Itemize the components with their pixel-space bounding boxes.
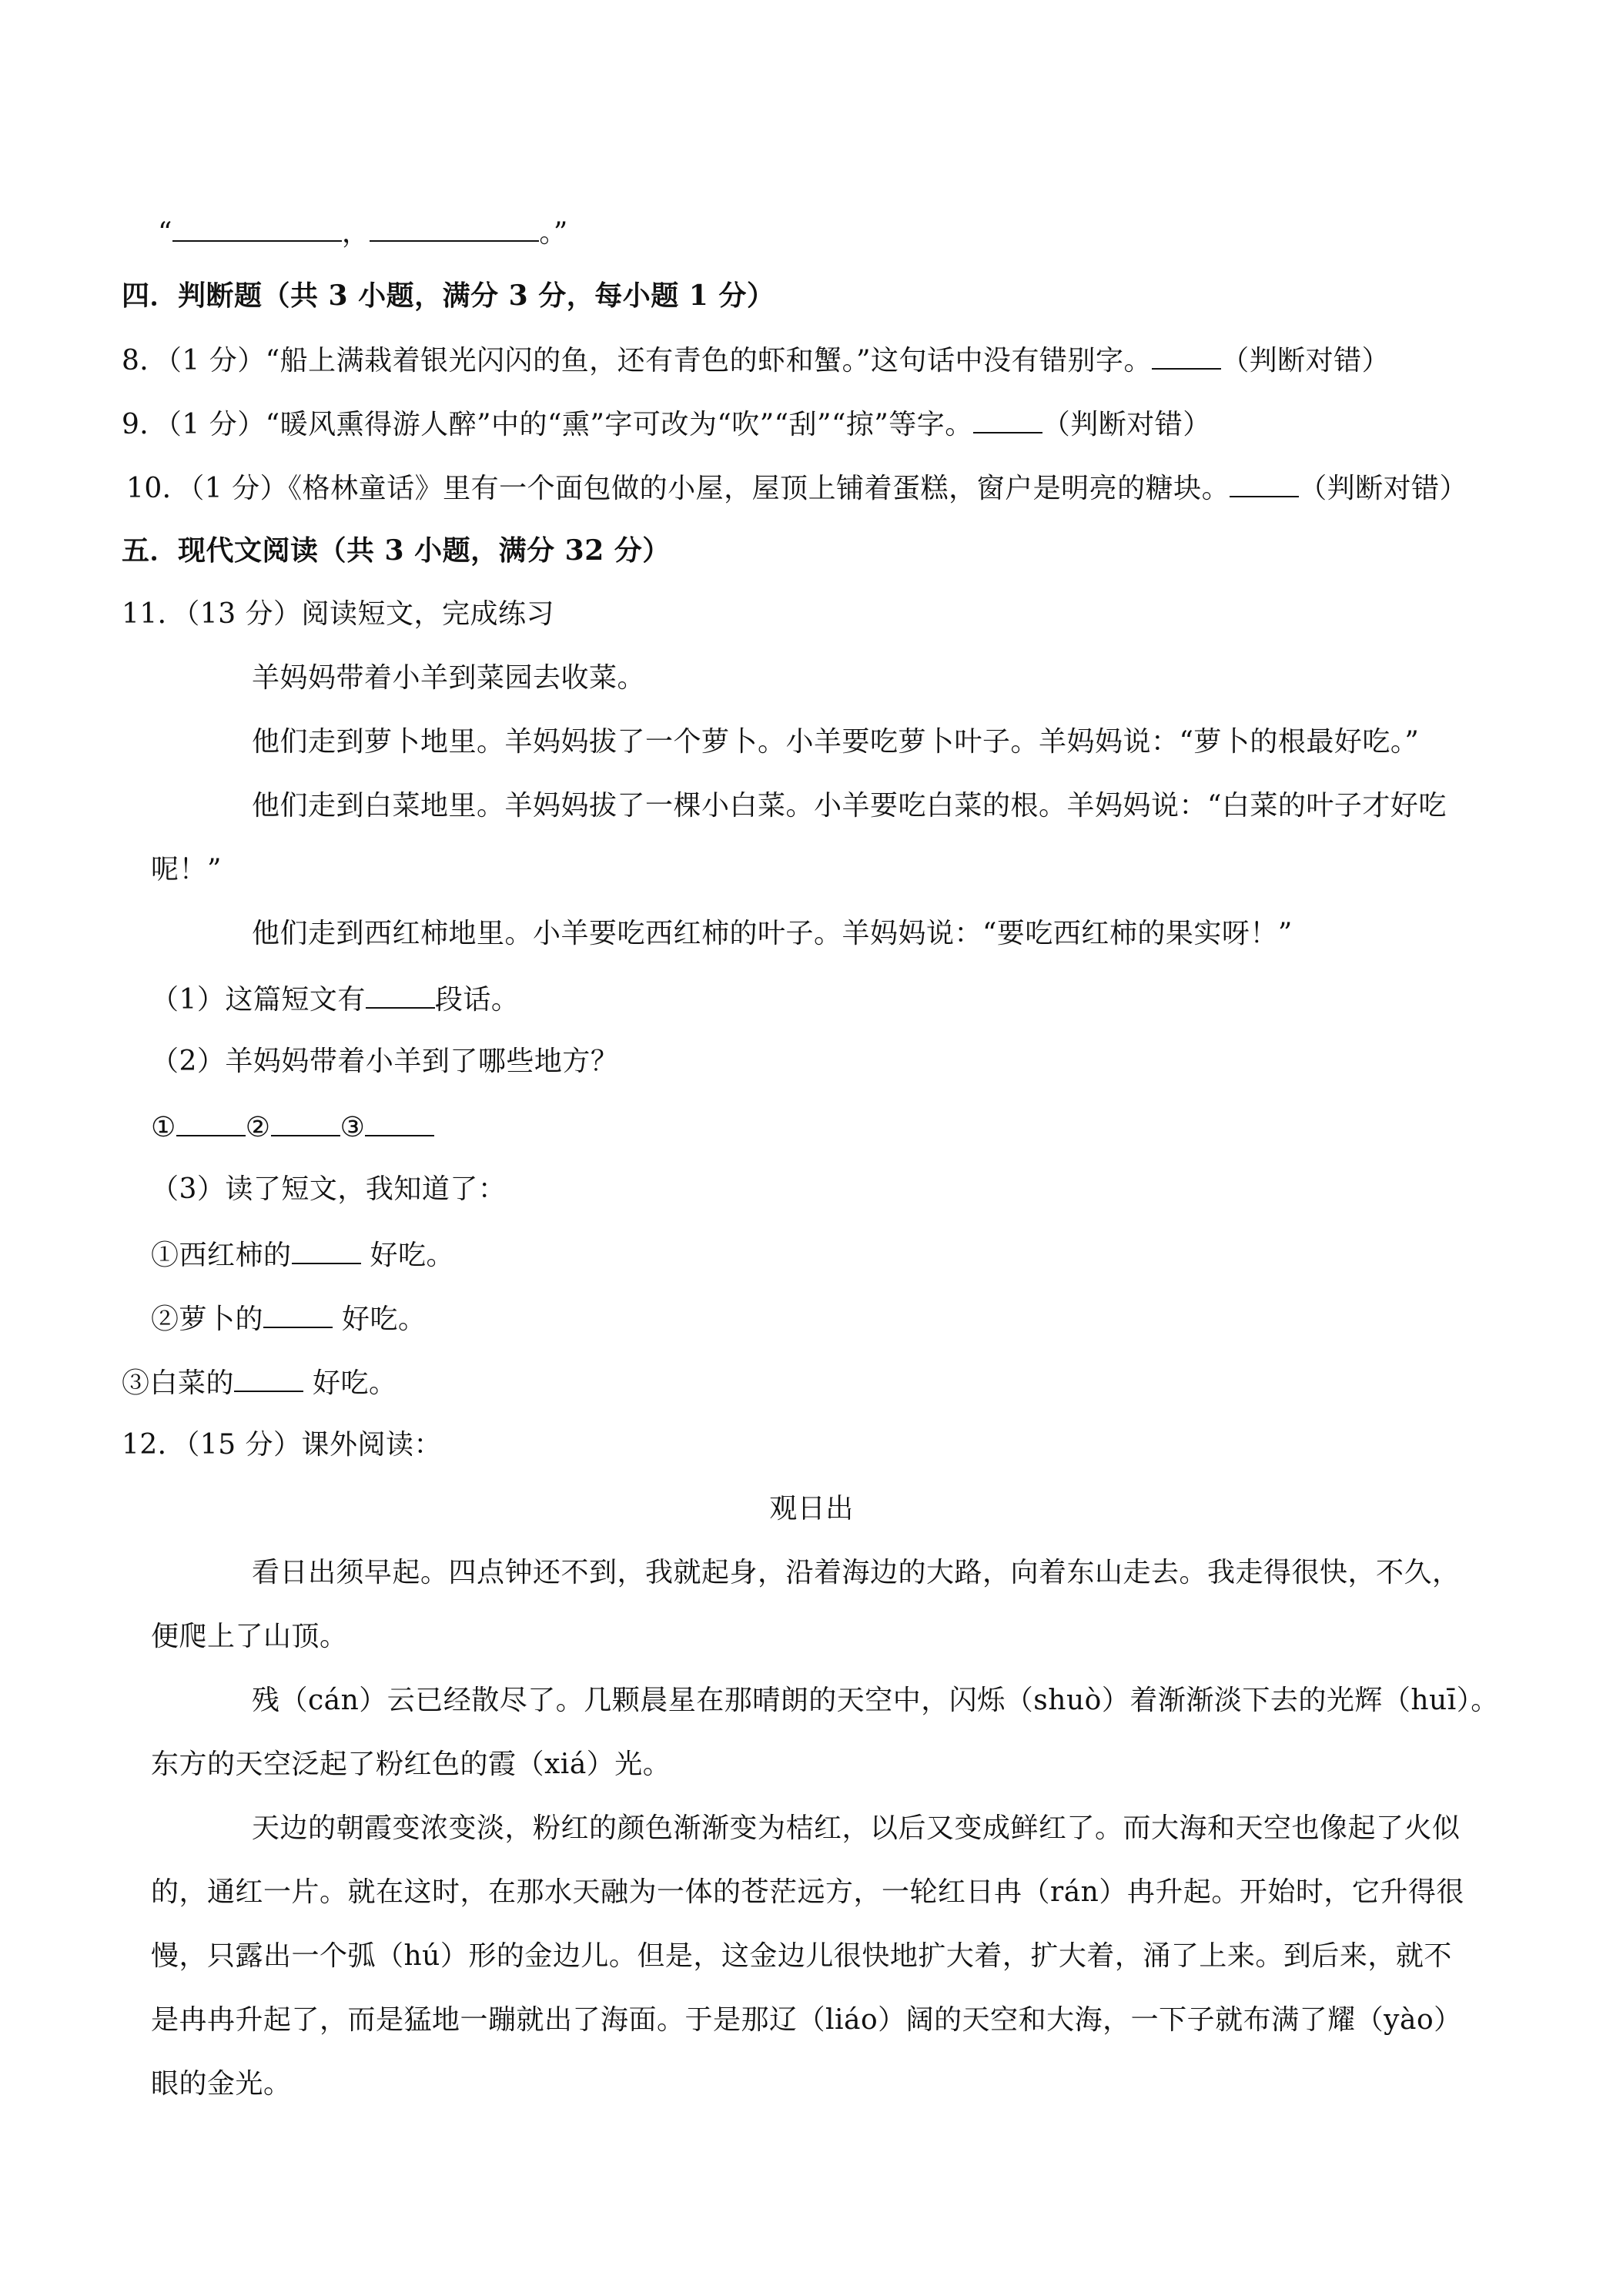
answer-blank[interactable] [271,1109,340,1136]
passage-paragraph: 他们走到萝卜地里。羊妈妈拔了一个萝卜。小羊要吃萝卜叶子。羊妈妈说：“萝卜的根最好吃。” [252,726,1420,758]
sub-answer-1-tail: 好吃。 [360,1240,454,1271]
question-8-text: 8．（1 分）“船上满栽着银光闪闪的鱼，还有青色的虾和蟹。”这句话中没有错别字。 [122,345,1153,377]
sub-answer-3-text: ③白菜的 [122,1367,235,1399]
passage-paragraph-cont: 东方的天空泛起了粉红色的霞（xiá）光。 [151,1749,671,1780]
sub-answer-2 [151,1300,426,1337]
sub-answer-3-tail: 好吃。 [303,1367,397,1399]
question-10-text: 10．（1 分）《格林童话》里有一个面包做的小屋，屋顶上铺着蛋糕，窗户是明亮的糖块。 [126,473,1230,504]
circled-number-3: ③ [340,1112,366,1143]
comma: ， [341,217,370,249]
places-answer-line [151,1109,434,1145]
passage-paragraph-cont: 是冉冉升起了，而是猛地一蹦就出了海面。于是那辽（liáo）阔的天空和大海，一下子就布满了耀（yào） [151,2004,1462,2036]
section-5-heading: 五．现代文阅读（共 3 小题，满分 32 分） [122,534,671,567]
passage-paragraph: 他们走到西红柿地里。小羊要吃西红柿的叶子。羊妈妈说：“要吃西红柿的果实呀！” [252,918,1293,949]
answer-blank[interactable] [263,1300,333,1328]
passage-paragraph: 羊妈妈带着小羊到菜园去收菜。 [252,662,646,694]
answer-blank[interactable] [292,1237,361,1264]
sub-question-3: （3）读了短文，我知道了： [151,1173,507,1205]
section-4-heading: 四．判断题（共 3 小题，满分 3 分，每小题 1 分） [122,279,775,312]
question-8-tail: （判断对错） [1221,345,1390,377]
passage-paragraph: 残（cán）云已经散尽了。几颗晨星在那晴朗的天空中，闪烁（shuò）着渐渐淡下去的光辉（huī）。 [252,1685,1499,1716]
sub-question-1 [151,981,519,1017]
circled-number-1: ① [151,1112,176,1143]
passage-title: 观日出 [769,1493,854,1525]
answer-blank[interactable] [973,406,1042,433]
passage-paragraph-cont: 呢！” [151,854,222,885]
circled-number-2: ② [245,1112,271,1143]
sub-question-1-tail: 段话。 [434,984,520,1016]
answer-blank[interactable] [176,1109,246,1136]
sub-answer-2-text: ②萝卜的 [151,1304,264,1335]
sub-question-1-text: （1）这篇短文有 [151,984,366,1016]
answer-blank[interactable] [370,214,539,242]
sub-answer-1 [151,1237,454,1273]
sub-answer-3 [122,1364,397,1401]
question-8 [122,342,1390,378]
question-9-text: 9．（1 分）“暖风熏得游人醉”中的“熏”字可改为“吹”“刮”“掠”等字。 [122,409,973,440]
passage-paragraph-cont: 慢，只露出一个弧（hú）形的金边儿。但是，这金边儿很快地扩大着，扩大着，涌了上来。到后来，就不 [151,1940,1452,1972]
answer-blank[interactable] [366,981,435,1009]
answer-blank[interactable] [234,1364,303,1392]
question-9-tail: （判断对错） [1042,409,1211,440]
answer-blank[interactable] [1152,342,1221,370]
answer-blank[interactable] [365,1109,434,1136]
question-11-intro: 11．（13 分）阅读短文，完成练习 [122,598,555,630]
passage-paragraph-cont: 的，通红一片。就在这时，在那水天融为一体的苍茫远方，一轮红日冉（rán）冉升起。开始时，它升得很 [151,1876,1464,1908]
sub-answer-2-tail: 好吃。 [333,1304,427,1335]
question-12-intro: 12．（15 分）课外阅读： [122,1429,443,1461]
passage-paragraph-cont: 眼的金光。 [151,2068,292,2100]
sub-answer-1-text: ①西红柿的 [151,1240,292,1271]
passage-paragraph: 看日出须早起。四点钟还不到，我就起身，沿着海边的大路，向着东山走去。我走得很快，不久， [252,1557,1461,1588]
passage-paragraph-cont: 便爬上了山顶。 [151,1621,348,1652]
passage-paragraph: 天边的朝霞变浓变淡，粉红的颜色渐渐变为桔红，以后又变成鲜红了。而大海和天空也像起了火似 [252,1812,1461,1844]
open-quote: “ [158,217,172,249]
close-quote: 。” [539,217,568,249]
sub-question-2: （2）羊妈妈带着小羊到了哪些地方？ [151,1046,619,1077]
question-10-tail: （判断对错） [1299,473,1468,504]
fill-blank-line [158,214,568,250]
answer-blank[interactable] [172,214,342,242]
passage-paragraph: 他们走到白菜地里。羊妈妈拔了一棵小白菜。小羊要吃白菜的根。羊妈妈说：“白菜的叶子才好吃 [252,790,1447,822]
question-10 [126,470,1467,506]
answer-blank[interactable] [1230,470,1299,497]
question-9 [122,406,1211,442]
